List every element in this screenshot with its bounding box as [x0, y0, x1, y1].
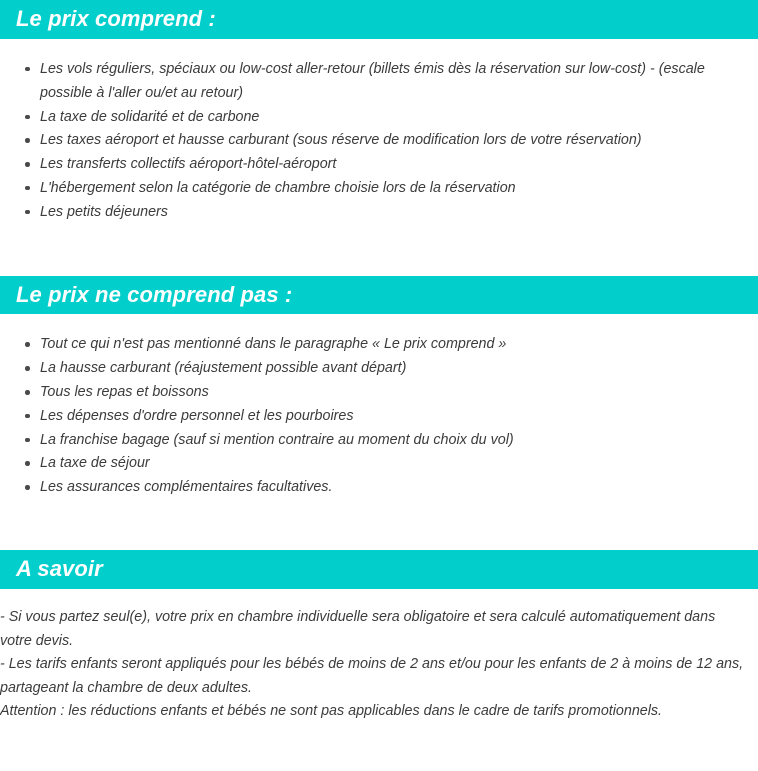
list-item	[0, 357, 758, 381]
list-item-text: Les dépenses d'ordre personnel et les pourboires	[40, 407, 354, 424]
section-heading-good-to-know: A savoir	[0, 550, 758, 589]
list-item-text: Les petits déjeuners	[40, 203, 168, 220]
bullet-dot-icon	[25, 461, 30, 466]
list-item	[0, 381, 758, 405]
bullet-dot-icon	[25, 162, 30, 167]
bullet-dot-icon	[25, 342, 30, 347]
section-heading-price-includes: Le prix comprend :	[0, 0, 758, 39]
list-item	[0, 333, 758, 357]
list-item-text: Tous les repas et boissons	[40, 384, 209, 401]
list-item	[0, 476, 758, 500]
list-item-text: La taxe de solidarité et de carbone	[40, 108, 260, 125]
list-item	[0, 201, 758, 225]
list-item	[0, 58, 758, 106]
list-item	[0, 129, 758, 153]
bullet-dot-icon	[25, 485, 30, 490]
list-item	[0, 452, 758, 476]
bullet-dot-icon	[25, 414, 30, 419]
good-to-know-notes	[0, 589, 758, 724]
note-paragraph: - Si vous partez seul(e), votre prix en chambre individuelle sera obligatoire et sera calculé automatiquement dans votre devis.	[0, 609, 716, 649]
note-paragraph: Attention : les réductions enfants et bébés ne sont pas applicables dans le cadre de tarifs promotionnels.	[0, 703, 663, 720]
list-item-text: Les transferts collectifs aéroport-hôtel-aéroport	[40, 156, 337, 173]
list-item	[0, 429, 758, 453]
list-item	[0, 153, 758, 177]
list-item-text: Tout ce qui n'est pas mentionné dans le paragraphe « Le prix comprend »	[40, 336, 507, 353]
list-item	[0, 405, 758, 429]
bullet-dot-icon	[25, 138, 30, 143]
list-item-text: La taxe de séjour	[40, 455, 150, 472]
price-includes-list	[0, 39, 758, 225]
list-item-text: L'hébergement selon la catégorie de chambre choisie lors de la réservation	[40, 179, 516, 196]
bullet-dot-icon	[25, 210, 30, 215]
list-item-text: Les taxes aéroport et hausse carburant (sous réserve de modification lors de votre réservation)	[40, 132, 642, 149]
bullet-dot-icon	[25, 67, 30, 72]
note-paragraph: - Les tarifs enfants seront appliqués pour les bébés de moins de 2 ans et/ou pour les enfants de 2 à moins de 12 ans, partageant la chambre de deux adultes.	[0, 656, 744, 696]
section-heading-price-excludes: Le prix ne comprend pas :	[0, 276, 758, 315]
bullet-dot-icon	[25, 390, 30, 395]
section-spacer	[0, 500, 758, 550]
section-spacer	[0, 225, 758, 276]
list-item-text: La hausse carburant (réajustement possible avant départ)	[40, 360, 407, 377]
list-item-text: Les assurances complémentaires facultatives.	[40, 479, 333, 496]
price-excludes-list	[0, 314, 758, 500]
list-item-text: La franchise bagage (sauf si mention contraire au moment du choix du vol)	[40, 431, 514, 448]
list-item	[0, 106, 758, 130]
bullet-dot-icon	[25, 115, 30, 120]
bullet-dot-icon	[25, 186, 30, 191]
bullet-dot-icon	[25, 438, 30, 443]
list-item	[0, 177, 758, 201]
bullet-dot-icon	[25, 366, 30, 371]
list-item-text: Les vols réguliers, spéciaux ou low-cost aller-retour (billets émis dès la réservation sur low-cost) - (escale possible à l'aller ou/et au retour)	[40, 60, 705, 101]
